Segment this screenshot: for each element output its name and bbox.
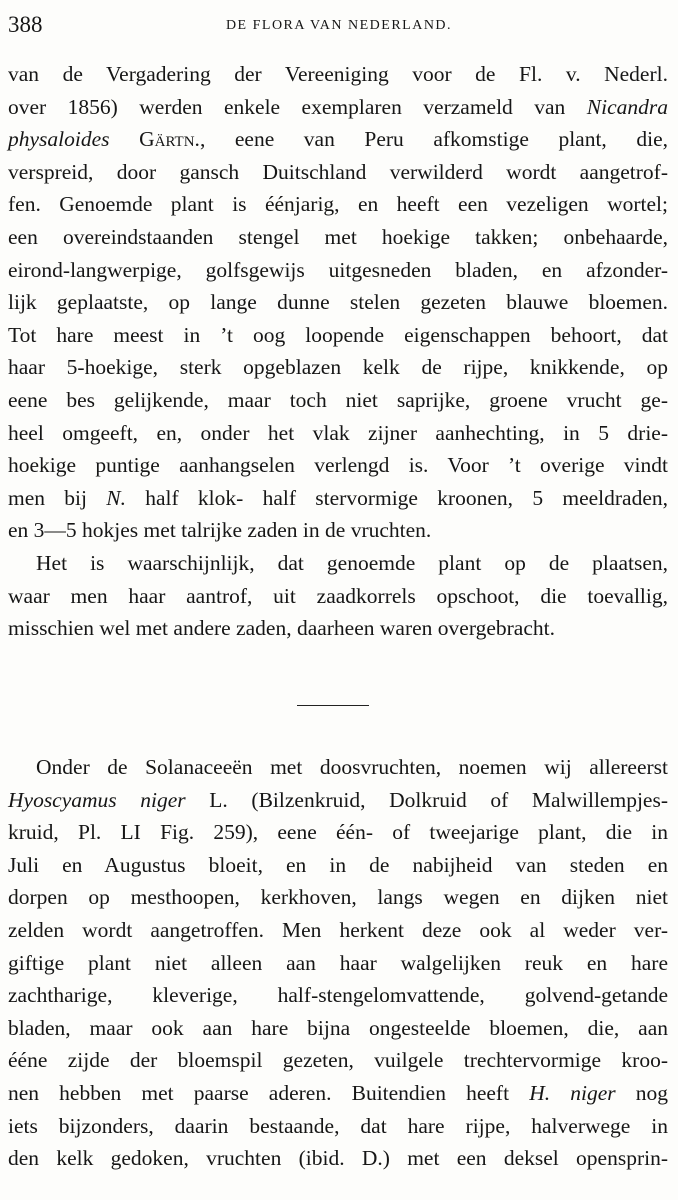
text-run: over 1856) werden enkele exemplaren verzameld van <box>8 94 587 119</box>
text-run: eirond-langwerpige, golfsgewijs uitgesneden bladen, en afzonder- <box>8 257 668 282</box>
text-line <box>8 1142 668 1175</box>
text-run: misschien wel met andere zaden, daarheen waren overgebracht. <box>8 616 555 641</box>
text-run: giftige plant niet alleen aan haar walgelijken reuk en hare <box>8 950 668 975</box>
text-run: men bij <box>8 485 107 510</box>
text-run: kruid, Pl. LI Fig. 259), eene één- of tweejarige plant, die in <box>8 820 668 845</box>
text-run: hoekige puntige aanhangselen verlengd is. Voor ’t overige vindt <box>8 453 668 478</box>
text-line <box>8 751 668 784</box>
text-run: zachtharige, kleverige, half-stengelomvattende, golvend-getande <box>8 983 668 1008</box>
text-line <box>8 849 668 882</box>
text-line <box>8 384 668 417</box>
text-run: een overeindstaanden stengel met hoekige takken; onbehaarde, <box>8 224 668 249</box>
text-line <box>8 914 668 947</box>
small-caps-author: Gärtn. <box>139 127 200 152</box>
text-run <box>110 127 140 151</box>
text-line <box>8 547 668 580</box>
text-run: Het is waarschijnlijk, dat genoemde plant op de plaatsen, <box>36 550 668 575</box>
italic-term: Hyoscyamus niger <box>8 787 186 812</box>
paragraph-block-1 <box>8 58 668 645</box>
text-run: iets bijzonders, daarin bestaande, dat hare rijpe, halverwege in <box>8 1113 668 1138</box>
text-run: ééne zijde der bloemspil gezeten, vuilgele trechtervormige kroo- <box>8 1048 668 1073</box>
text-run: L. (Bilzenkruid, Dolkruid of Malwillempjes- <box>185 787 668 812</box>
text-line <box>8 482 668 515</box>
text-line <box>8 816 668 849</box>
text-line <box>8 947 668 980</box>
text-line <box>8 1012 668 1045</box>
text-run: Juli en Augustus bloeit, en in de nabijheid van steden en <box>8 852 668 877</box>
text-line <box>8 286 668 319</box>
text-run: lijk geplaatste, op lange dunne stelen gezeten blauwe bloemen. <box>8 290 668 315</box>
text-line <box>8 351 668 384</box>
running-title: DE FLORA VAN NEDERLAND. <box>225 18 453 33</box>
text-run: nog <box>615 1080 668 1105</box>
section-divider <box>297 705 369 706</box>
text-run: den kelk gedoken, vruchten (ibid. D.) met een deksel opensprin- <box>8 1146 668 1171</box>
text-run: zelden wordt aangetroffen. Men herkent deze ook al weder ver- <box>8 917 668 942</box>
text-line <box>8 580 668 613</box>
text-line <box>8 221 668 254</box>
text-run: heel omgeeft, en, onder het vlak zijner aanhechting, in 5 drie- <box>8 420 668 445</box>
page-number: 388 <box>8 12 43 37</box>
text-line <box>8 319 668 352</box>
text-line <box>8 1044 668 1077</box>
text-run: half klok- half stervormige kroonen, 5 meeldraden, <box>125 485 668 510</box>
text-line <box>8 417 668 450</box>
text-line <box>8 612 668 645</box>
text-run: waar men haar aantrof, uit zaadkorrels opschoot, die toevallig, <box>8 583 668 608</box>
text-line <box>8 58 668 91</box>
page-header <box>0 12 678 42</box>
text-line <box>8 1077 668 1110</box>
text-run: eene bes gelijkende, maar toch niet saprijke, groene vrucht ge- <box>8 387 668 412</box>
text-line <box>8 449 668 482</box>
text-run: van de Vergadering der Vereeniging voor de Fl. v. Nederl. <box>8 62 668 86</box>
text-line <box>8 156 668 189</box>
text-line <box>8 514 668 547</box>
text-line <box>8 1110 668 1143</box>
text-line <box>8 91 668 124</box>
text-run: , eene van Peru afkomstige plant, die, <box>199 127 669 152</box>
italic-term: physaloides <box>8 127 110 152</box>
text-run: bladen, maar ook aan hare bijna ongesteelde bloemen, die, aan <box>8 1015 668 1040</box>
text-run: haar 5-hoekige, sterk opgeblazen kelk de rijpe, knikkende, op <box>8 355 668 380</box>
text-run: dorpen op mesthoopen, kerkhoven, langs wegen en dijken niet <box>8 885 668 910</box>
text-line <box>8 979 668 1012</box>
text-line <box>8 881 668 914</box>
text-run: Tot hare meest in ’t oog loopende eigenschappen behoort, dat <box>8 322 668 347</box>
text-run: Onder de Solanaceeën met doosvruchten, noemen wij allereerst <box>36 755 668 779</box>
italic-term: Nicandra <box>586 94 668 119</box>
text-run: nen hebben met paarse aderen. Buitendien heeft <box>8 1080 530 1105</box>
italic-term: H. niger <box>529 1080 616 1105</box>
text-line <box>8 123 668 156</box>
text-run: verspreid, door gansch Duitschland verwilderd wordt aangetrof- <box>8 159 668 184</box>
text-line <box>8 784 668 817</box>
text-run: fen. Genoemde plant is éénjarig, en heeft een vezeligen wortel; <box>8 192 668 217</box>
paragraph-block-2 <box>8 751 668 1175</box>
text-line <box>8 254 668 287</box>
italic-term: N. <box>106 485 126 510</box>
text-line <box>8 188 668 221</box>
text-run: en 3—5 hokjes met talrijke zaden in de vruchten. <box>8 518 432 543</box>
